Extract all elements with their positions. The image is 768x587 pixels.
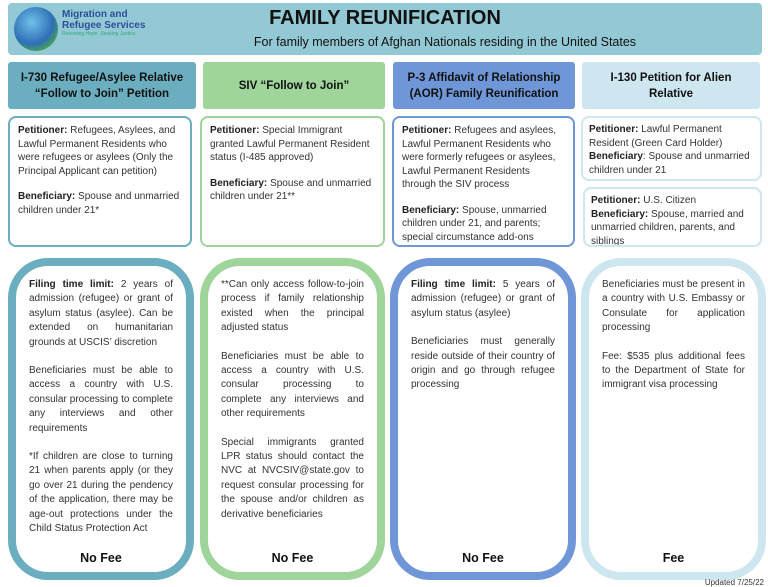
petitioner-text: Lawful Permanent Resident (Green Card Holder)	[589, 124, 723, 149]
mrs-logo-icon	[14, 7, 58, 51]
beneficiary-label: Beneficiary	[589, 151, 643, 162]
beneficiary-text: Spouse, married and unmarried children, parents, and siblings	[591, 208, 744, 247]
column-header-p3: P-3 Affidavit of Relationship (AOR) Family Reunification	[393, 62, 575, 109]
i130-lpr-box	[581, 116, 762, 181]
i730-eligibility-box	[8, 116, 192, 247]
beneficiary-label: Beneficiary:	[210, 177, 268, 189]
note: Beneficiaries must be able to access a country with U.S. consular processing to complete any interviews and other requirements	[221, 350, 364, 420]
beneficiary-text: : Spouse and unmarried children under 21	[589, 151, 750, 176]
petitioner-label: Petitioner:	[402, 125, 452, 136]
beneficiary-label: Beneficiary:	[18, 191, 76, 202]
petitioner-label: Petitioner:	[210, 125, 260, 136]
siv-fee: No Fee	[271, 551, 314, 565]
filing-limit-label: Filing time limit:	[411, 279, 496, 290]
column-header-siv: SIV “Follow to Join”	[203, 62, 385, 109]
page-title: FAMILY REUNIFICATION	[269, 7, 501, 29]
beneficiary-text: Spouse and unmarried children under 21**	[210, 177, 372, 202]
beneficiary-label: Beneficiary:	[402, 204, 460, 216]
note: Special immigrants granted LPR status should contact the NVC at NVCSIV@state.gov to request consular processing for the spouse and/or children as derivative beneficiaries	[221, 436, 364, 520]
petitioner-label: Petitioner:	[18, 125, 68, 136]
i730-fee: No Fee	[80, 551, 122, 565]
beneficiary-text: Spouse and unmarried children under 21*	[18, 191, 180, 216]
page-subtitle: For family members of Afghan Nationals residing in the United States	[253, 35, 637, 49]
petitioner-label: Petitioner:	[591, 195, 641, 206]
i130-citizen-box	[583, 187, 762, 247]
beneficiary-label: Beneficiary:	[591, 208, 649, 220]
note: Beneficiaries must be able to access a country with U.S. consular processing to complete any interviews and other requirements	[29, 365, 173, 434]
petitioner-text: U.S. Citizen	[643, 195, 697, 206]
p3-eligibility-box	[392, 116, 575, 247]
note: *If children are close to turning 21 when parents apply (or they go over 21 during the pendency of the application, there may be age-out protections under the Child Status Protection Act	[29, 451, 173, 535]
p3-fee: No Fee	[462, 551, 504, 565]
note: **Can only access follow-to-join process if family relationship existed when the principal adjusted status	[221, 279, 364, 334]
filing-limit-label: Filing time limit:	[29, 279, 114, 290]
logo-text	[62, 9, 162, 38]
note: Fee: $535 plus additional fees to the Department of State for immigrant visa processing	[602, 350, 745, 391]
column-header-i730: I-730 Refugee/Asylee Relative “Follow to Join” Petition	[8, 62, 196, 109]
note: 2 years of admission (refugee) or grant of asylum status (asylee). Can be extended on humanitarian grounds at USCIS’ discretion	[29, 279, 173, 348]
siv-details-panel	[200, 258, 385, 580]
i730-details-panel	[8, 258, 194, 580]
logo-tagline: Renewing Hope. Seeking Justice.	[62, 31, 137, 37]
updated-date: Updated 7/25/22	[704, 578, 764, 587]
header-banner	[8, 3, 762, 55]
note: Beneficiaries must be present in a country with U.S. Embassy or Consulate for application processing	[602, 279, 745, 334]
note: 5 years of admission (refugee) or grant of asylum status (asylee)	[411, 279, 555, 319]
beneficiary-text: Spouse, unmarried children under 21, and parents; special circumstance add-ons	[402, 204, 547, 243]
petitioner-text: Refugees and asylees, Lawful Permanent Residents who were formerly refugees or asylees, Lawful Permanent Residents through the SIV process	[402, 125, 556, 190]
note: Beneficiaries must generally reside outside of their country of origin and go through refugee processing	[411, 336, 555, 391]
siv-eligibility-box	[200, 116, 385, 247]
logo-name: Migration and Refugee Services	[62, 9, 146, 31]
petitioner-text: Refugees, Asylees, and Lawful Permanent Residents who were refugees or asylees (Only the Principal Applicant can petition)	[18, 125, 176, 177]
i130-details-panel	[581, 258, 766, 580]
column-header-i130: I-130 Petition for Alien Relative	[582, 62, 760, 109]
petitioner-text: Special Immigrant granted Lawful Permanent Resident status (I-485 approved)	[210, 125, 370, 163]
p3-details-panel	[390, 258, 576, 580]
i130-fee: Fee	[662, 551, 685, 565]
petitioner-label: Petitioner:	[589, 124, 639, 135]
